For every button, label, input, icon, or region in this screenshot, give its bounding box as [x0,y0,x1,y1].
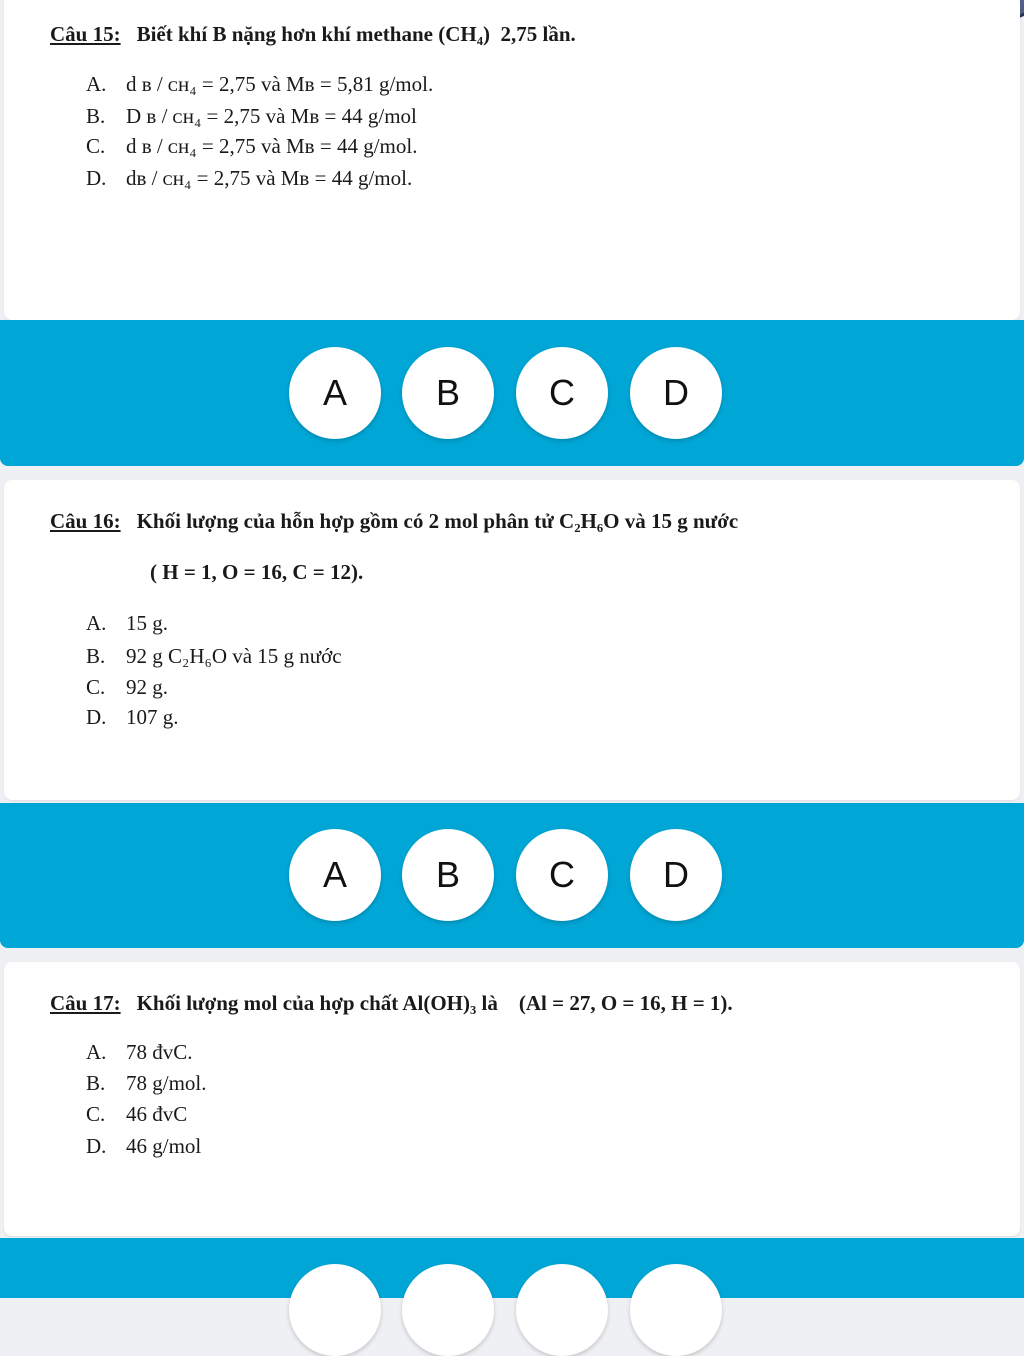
option-b: B. 92 g C₂H₆O và 15 g nước [86,644,342,668]
option-c: C. 92 g. [86,675,168,699]
question-number: Câu 16: [50,509,121,533]
question-card-15 [4,0,1020,320]
option-a: A. 78 đvC. [86,1040,193,1064]
answer-button-c[interactable]: C [516,347,608,439]
option-b: B. D ʙ / ᴄʜ₄ = 2,75 và Mʙ = 44 g/mol [86,104,417,128]
answer-button-a[interactable] [289,1264,381,1356]
answer-button-a[interactable]: A [289,829,381,921]
answer-bar-15 [0,320,1024,466]
option-a: A. 15 g. [86,611,168,635]
answer-button-d[interactable] [630,1264,722,1356]
option-c: C. d ʙ / ᴄʜ₄ = 2,75 và Mʙ = 44 g/mol. [86,134,418,158]
answer-bar-17 [0,1238,1024,1298]
question-title [50,509,738,534]
answer-button-a[interactable]: A [289,347,381,439]
answer-button-c[interactable]: C [516,829,608,921]
option-a: A. d ʙ / ᴄʜ₄ = 2,75 và Mʙ = 5,81 g/mol. [86,72,434,96]
option-c: C. 46 đvC [86,1102,188,1126]
answer-button-c[interactable] [516,1264,608,1356]
question-number: Câu 17: [50,991,121,1015]
option-d: D. 107 g. [86,705,179,729]
answer-button-b[interactable]: B [402,347,494,439]
question-title [50,22,576,47]
answer-button-d[interactable]: D [630,347,722,439]
option-b: B. 78 g/mol. [86,1071,207,1095]
question-text: Khối lượng mol của hợp chất Al(OH)₃ là (Al = 27, O = 16, H = 1). [136,991,733,1015]
question-number: Câu 15: [50,22,121,46]
question-text: Khối lượng của hỗn hợp gồm có 2 mol phân tử C₂H₆O và 15 g nước [136,509,739,533]
option-d: D. 46 g/mol [86,1134,202,1158]
question-subline: ( H = 1, O = 16, C = 12). [150,560,364,584]
option-d: D. dʙ / ᴄʜ₄ = 2,75 và Mʙ = 44 g/mol. [86,166,413,190]
answer-bar-16 [0,803,1024,948]
question-text: Biết khí B nặng hơn khí methane (CH₄) 2,75 lần. [136,22,576,46]
answer-button-b[interactable]: B [402,829,494,921]
answer-button-b[interactable] [402,1264,494,1356]
question-title [50,991,733,1016]
answer-button-d[interactable]: D [630,829,722,921]
